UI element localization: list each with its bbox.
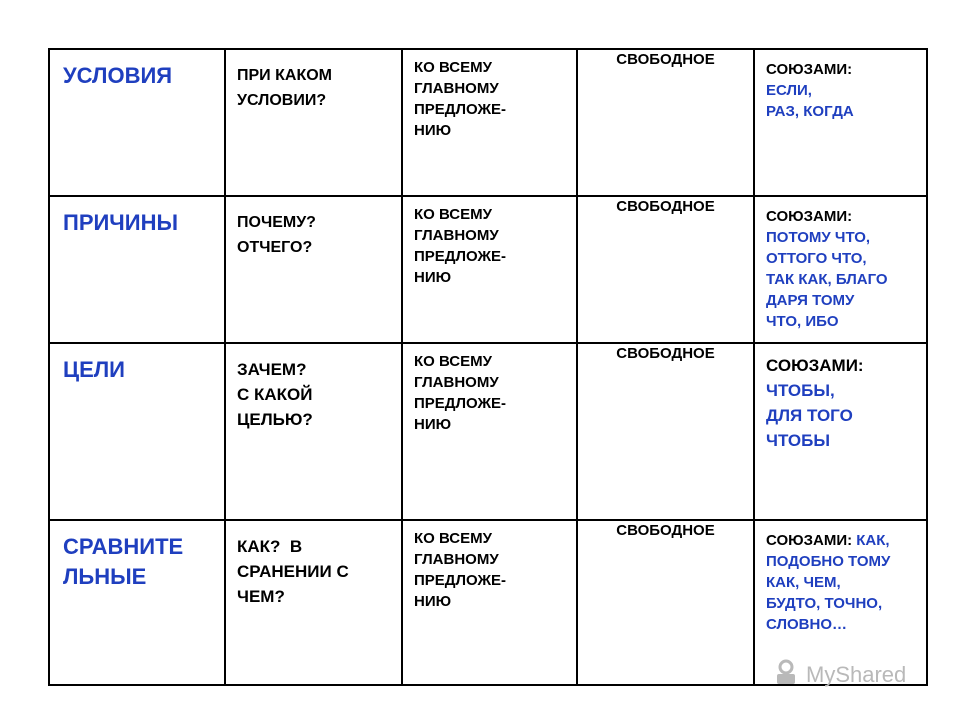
clauses-table [48,48,928,686]
relation-line: ПРЕДЛОЖЕ- [414,248,507,265]
position-text: СВОБОДНОЕ [616,345,715,362]
relation-cell [402,49,577,196]
conjunction-line: ДАРЯ ТОМУ [766,292,855,309]
table-row [49,343,927,520]
relation-line: ПРЕДЛОЖЕ- [414,395,507,412]
watermark-text: MyShared [806,662,907,687]
question-line: ЧЕМ? [237,587,285,606]
position-text: СВОБОДНОЕ [616,198,715,215]
position-text: СВОБОДНОЕ [616,522,715,539]
question-line: С КАКОЙ [237,385,313,404]
clause-type-line: ЛЬНЫЕ [63,564,147,589]
relation-line: ПРЕДЛОЖЕ- [414,101,507,118]
relation-line: КО ВСЕМУ [414,353,492,370]
conjunction-line: ОТТОГО ЧТО, [766,250,867,267]
position-cell [577,520,754,685]
conjunction-line: ЧТОБЫ [766,431,830,450]
conjunction-line: СЛОВНО… [766,616,847,633]
table-row [49,49,927,196]
watermark [772,660,906,690]
question-cell [225,520,402,685]
question-line: ПРИ КАКОМ [237,67,332,84]
clause-type-line: СРАВНИТЕ [63,534,184,559]
conjunction-inline: КАК, [856,532,890,549]
relation-line: КО ВСЕМУ [414,59,492,76]
conjunction-line: БУДТО, ТОЧНО, [766,595,883,612]
conjunction-label: СОЮЗАМИ: [766,208,853,225]
question-line: УСЛОВИИ? [237,92,327,109]
relation-line: НИЮ [414,122,452,139]
clause-type: ЦЕЛИ [63,357,125,382]
conjunction-label: СОЮЗАМИ: [766,356,864,375]
type-cell [49,343,225,520]
question-line: ЦЕЛЬЮ? [237,410,313,429]
relation-line: КО ВСЕМУ [414,206,492,223]
position-cell [577,343,754,520]
relation-line: НИЮ [414,416,452,433]
type-cell [49,49,225,196]
conjunction-first-line [766,530,921,551]
question-cell [225,343,402,520]
conjunction-label: СОЮЗАМИ: [766,61,853,78]
table-row [49,196,927,343]
position-cell [577,49,754,196]
conjunction-line: ТАК КАК, БЛАГО [766,271,888,288]
conjunction-line: КАК, ЧЕМ, [766,574,841,591]
type-cell [49,520,225,685]
relation-line: ГЛАВНОМУ [414,374,499,391]
conjunction-line: ЕСЛИ, [766,82,812,99]
conjunction-cell [754,49,927,196]
type-cell [49,196,225,343]
conjunction-line: ЧТО, ИБО [766,313,839,330]
position-text: СВОБОДНОЕ [616,51,715,68]
clause-type: УСЛОВИЯ [63,63,173,88]
conjunction-line: ПОДОБНО ТОМУ [766,553,891,570]
conjunction-cell [754,196,927,343]
conjunction-cell [754,343,927,520]
question-line: СРАНЕНИИ С [237,562,349,581]
question-line: ОТЧЕГО? [237,239,313,256]
conjunction-line: ЧТОБЫ, [766,381,835,400]
relation-line: ГЛАВНОМУ [414,551,499,568]
question-line: ЗАЧЕМ? [237,360,307,379]
relation-cell [402,196,577,343]
relation-line: ПРЕДЛОЖЕ- [414,572,507,589]
question-line: КАК? В [237,537,303,556]
relation-line: КО ВСЕМУ [414,530,492,547]
conjunction-line: ПОТОМУ ЧТО, [766,229,871,246]
relation-cell [402,520,577,685]
relation-line: ГЛАВНОМУ [414,80,499,97]
question-line: ПОЧЕМУ? [237,214,316,231]
clause-type [51,522,223,592]
clause-type: ПРИЧИНЫ [63,210,178,235]
relation-cell [402,343,577,520]
myshared-logo-icon [772,658,800,692]
relation-line: ГЛАВНОМУ [414,227,499,244]
relation-line: НИЮ [414,593,452,610]
conjunction-label: СОЮЗАМИ: [766,532,853,549]
question-cell [225,49,402,196]
question-cell [225,196,402,343]
position-cell [577,196,754,343]
relation-line: НИЮ [414,269,452,286]
conjunction-line: РАЗ, КОГДА [766,103,854,120]
conjunction-line: ДЛЯ ТОГО [766,406,853,425]
